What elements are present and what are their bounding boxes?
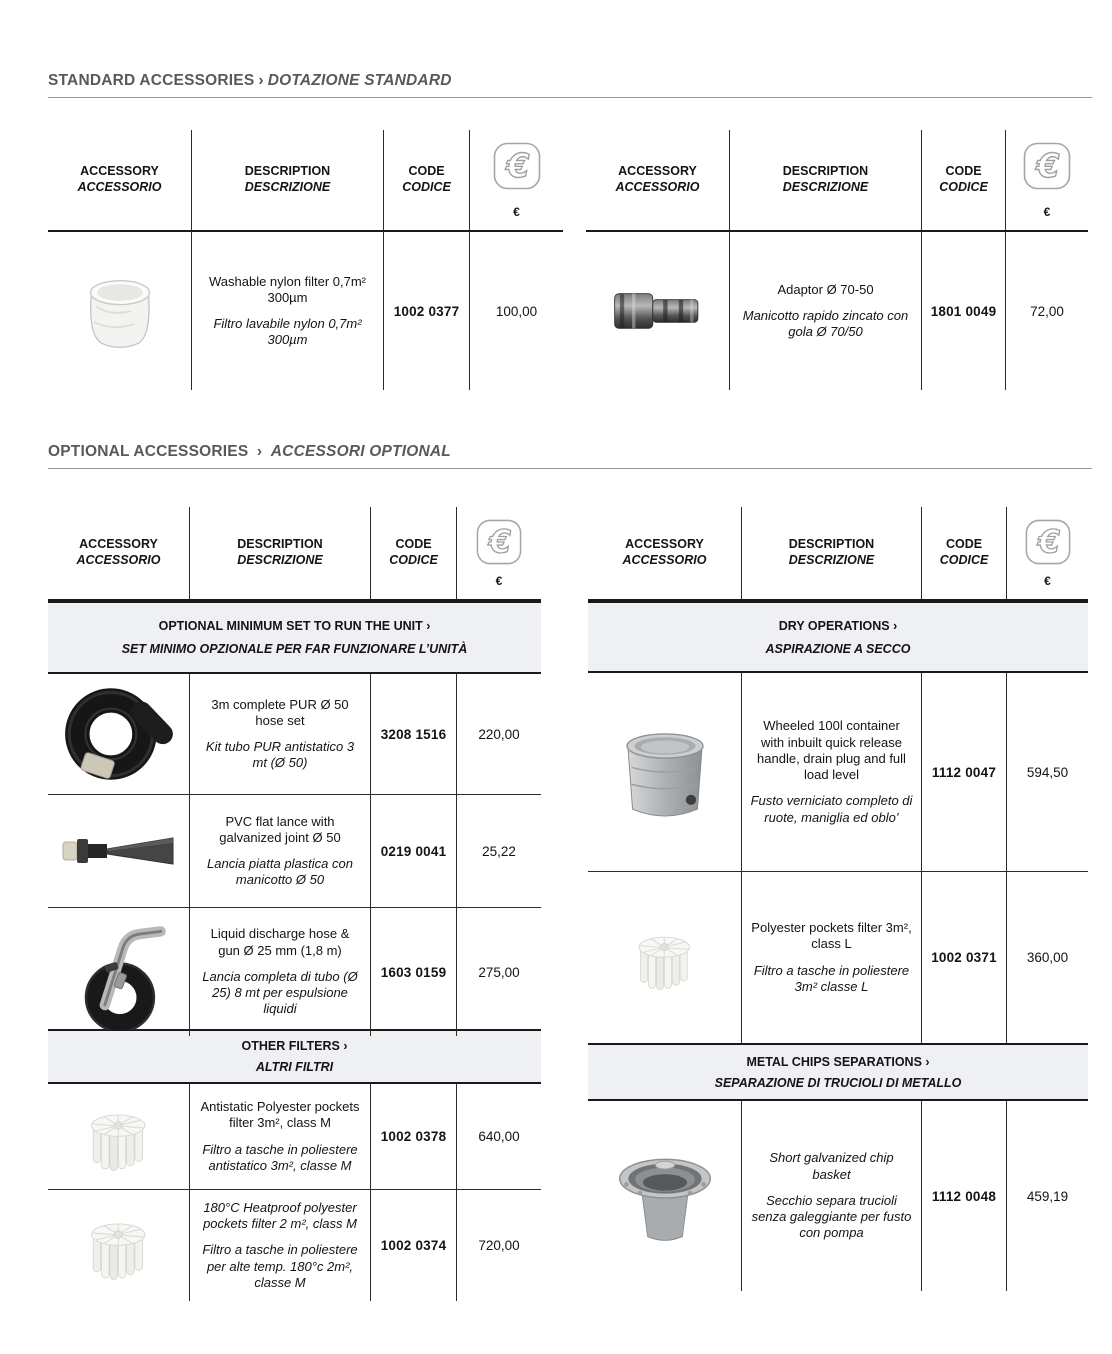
accessory-image-cell [588,872,741,1043]
chip-basket-icon [606,1142,724,1250]
code-value: 3208 1516 [380,726,447,742]
description-it: Filtro a tasche in poliestere antistatico 3m², classe M [202,1141,358,1173]
standard-table-left [48,130,563,390]
accessory-image-cell [48,795,189,907]
header-code: CODE CODICE [383,130,469,230]
section-band-other-filters: OTHER FILTERS › ALTRI FILTRI [48,1029,541,1084]
chevron-separator: › [258,72,264,89]
header-description: DESCRIPTION DESCRIZIONE [729,130,921,230]
section-title-optional-accessories [48,443,1092,469]
standard-accessories-tables [48,130,1088,390]
description-en: Wheeled 100l container with inbuilt quick release handle, drain plug and full load level [757,718,906,782]
table-row [48,232,563,390]
price-value: 100,00 [495,303,538,319]
table-header-row [588,507,1088,601]
price-value: 25,22 [482,843,516,859]
price-value: 720,00 [478,1238,520,1253]
description-it: Lancia completa di tubo (Ø 25) 8 mt per espulsione liquidi [202,968,358,1017]
euro-rounded-square-icon [476,519,522,565]
pockets-filter-icon [81,1097,157,1177]
header-accessory: ACCESSORY ACCESSORIO [77,164,162,194]
description-cell [741,673,921,871]
euro-symbol: € [1044,574,1051,588]
section-band-optional-minimum-set: OPTIONAL MINIMUM SET TO RUN THE UNIT › SET MINIMO OPZIONALE PER FAR FUNZIONARE L’UNITÀ [48,601,541,674]
accessory-image-cell [588,1101,741,1291]
accessory-image-cell [588,673,741,871]
header-accessory: ACCESSORY ACCESSORIO [615,164,700,194]
header-code: CODE CODICE [370,507,456,599]
table-row [588,871,1088,1043]
description-cell [729,232,921,390]
filter-bag-icon [72,265,168,357]
table-header-row [48,507,541,601]
euro-rounded-square-icon [493,142,541,190]
standard-table-right [586,130,1088,390]
accessory-image-cell [48,1084,189,1189]
header-code: CODE CODICE [921,507,1006,599]
optional-accessories-tables [48,507,1088,1301]
description-cell [189,674,370,794]
table-row [588,673,1088,871]
description-it: Manicotto rapido zincato con gola Ø 70/50 [742,307,909,340]
description-cell [189,908,370,1036]
accessory-image-cell [48,908,189,1036]
pockets-filter-icon [81,1206,157,1286]
adaptor-icon [606,286,710,336]
table-header-row [586,130,1088,232]
table-row [48,1189,541,1301]
hose-coil-icon [58,681,180,787]
description-cell [189,1084,370,1189]
description-en: Short galvanized chip basket [769,1150,894,1182]
code-value: 1801 0049 [930,303,997,319]
code-value: 0219 0041 [380,843,447,859]
description-cell [741,1101,921,1291]
description-it: Lancia piatta plastica con manicotto Ø 50 [207,856,353,888]
pockets-filter-icon [629,919,701,997]
accessory-image-cell [48,232,191,390]
header-accessory: ACCESSORY ACCESSORIO [622,537,707,567]
section-title-it: DOTAZIONE STANDARD [267,72,452,89]
price-value: 640,00 [478,1129,520,1144]
table-row [586,232,1088,390]
code-value: 1002 0378 [380,1129,447,1144]
price-value: 220,00 [478,726,520,742]
description-cell [189,1190,370,1301]
description-it: Secchio separa trucioli senza galeggiante per fusto con pompa [751,1192,912,1241]
description-it: Fusto verniciato completo di ruote, maniglia ed oblo’ [750,793,913,825]
description-cell [189,795,370,907]
code-value: 1002 0374 [380,1238,447,1253]
euro-symbol: € [495,574,503,588]
description-it: Filtro lavabile nylon 0,7m² 300µm [213,316,362,348]
description-en: Liquid discharge hose & gun Ø 25 mm (1,8 m) [210,926,350,958]
description-it: Kit tubo PUR antistatico 3 mt (Ø 50) [205,739,355,771]
code-value: 1603 0159 [380,964,447,980]
header-description: DESCRIPTION DESCRIZIONE [191,130,383,230]
header-description: DESCRIPTION DESCRIZIONE [189,507,370,599]
description-cell [191,232,383,390]
description-en: Polyester pockets filter 3m², class L [751,920,912,952]
table-row [588,1101,1088,1291]
description-en: Adaptor Ø 70-50 [777,281,874,297]
section-title-standard-accessories [48,72,1092,98]
header-price [456,507,541,599]
section-band-dry-operations: DRY OPERATIONS › ASPIRAZIONE A SECCO [588,601,1088,673]
accessory-image-cell [48,674,189,794]
euro-rounded-square-icon [1025,519,1071,565]
wheeled-container-icon [605,721,725,823]
code-value: 1002 0371 [931,950,997,965]
code-value: 1112 0048 [931,1188,997,1204]
header-price [1005,130,1088,230]
optional-table-right [588,507,1088,1301]
table-row [48,1084,541,1189]
price-value: 275,00 [478,964,520,980]
discharge-gun-icon [67,914,171,1030]
accessory-image-cell [586,232,729,390]
euro-symbol: € [1043,205,1051,219]
header-accessory: ACCESSORY ACCESSORIO [76,537,161,567]
header-code: CODE CODICE [921,130,1005,230]
code-value: 1112 0047 [931,764,997,780]
price-value: 360,00 [1026,950,1069,965]
section-band-metal-chips-separations: METAL CHIPS SEPARATIONS › SEPARAZIONE DI TRUCIOLI DI METALLO [588,1043,1088,1101]
description-it: Filtro a tasche in poliestere per alte temp. 180°c 2m², classe M [202,1242,358,1290]
table-row [48,794,541,907]
chevron-separator: › [256,443,263,460]
header-description: DESCRIPTION DESCRIZIONE [741,507,921,599]
description-en: 3m complete PUR Ø 50 hose set [211,696,349,728]
optional-table-left [48,507,541,1301]
section-title-en: STANDARD ACCESSORIES [48,72,255,89]
header-price [469,130,563,230]
table-header-row [48,130,563,232]
description-en: 180°C Heatproof polyester pockets filter 2 m², class M [203,1199,357,1232]
description-en: Antistatic Polyester pockets filter 3m², class M [200,1099,360,1131]
price-value: 72,00 [1030,303,1064,319]
accessory-image-cell [48,1190,189,1301]
description-cell [741,872,921,1043]
description-en: PVC flat lance with galvanized joint Ø 50 [219,813,341,845]
euro-rounded-square-icon [1023,142,1071,190]
description-en: Washable nylon filter 0,7m² 300µm [208,273,367,305]
code-value: 1002 0377 [393,303,460,319]
flat-lance-icon [59,829,179,873]
description-it: Filtro a tasche in poliestere 3m² classe L [753,962,910,994]
price-value: 459,19 [1026,1188,1069,1204]
header-price [1006,507,1088,599]
section-title-en: OPTIONAL ACCESSORIES [48,443,249,460]
price-value: 594,50 [1026,764,1069,780]
euro-symbol: € [513,205,520,219]
table-row [48,907,541,1029]
section-title-it: ACCESSORI OPTIONAL [270,443,451,460]
table-row [48,674,541,794]
